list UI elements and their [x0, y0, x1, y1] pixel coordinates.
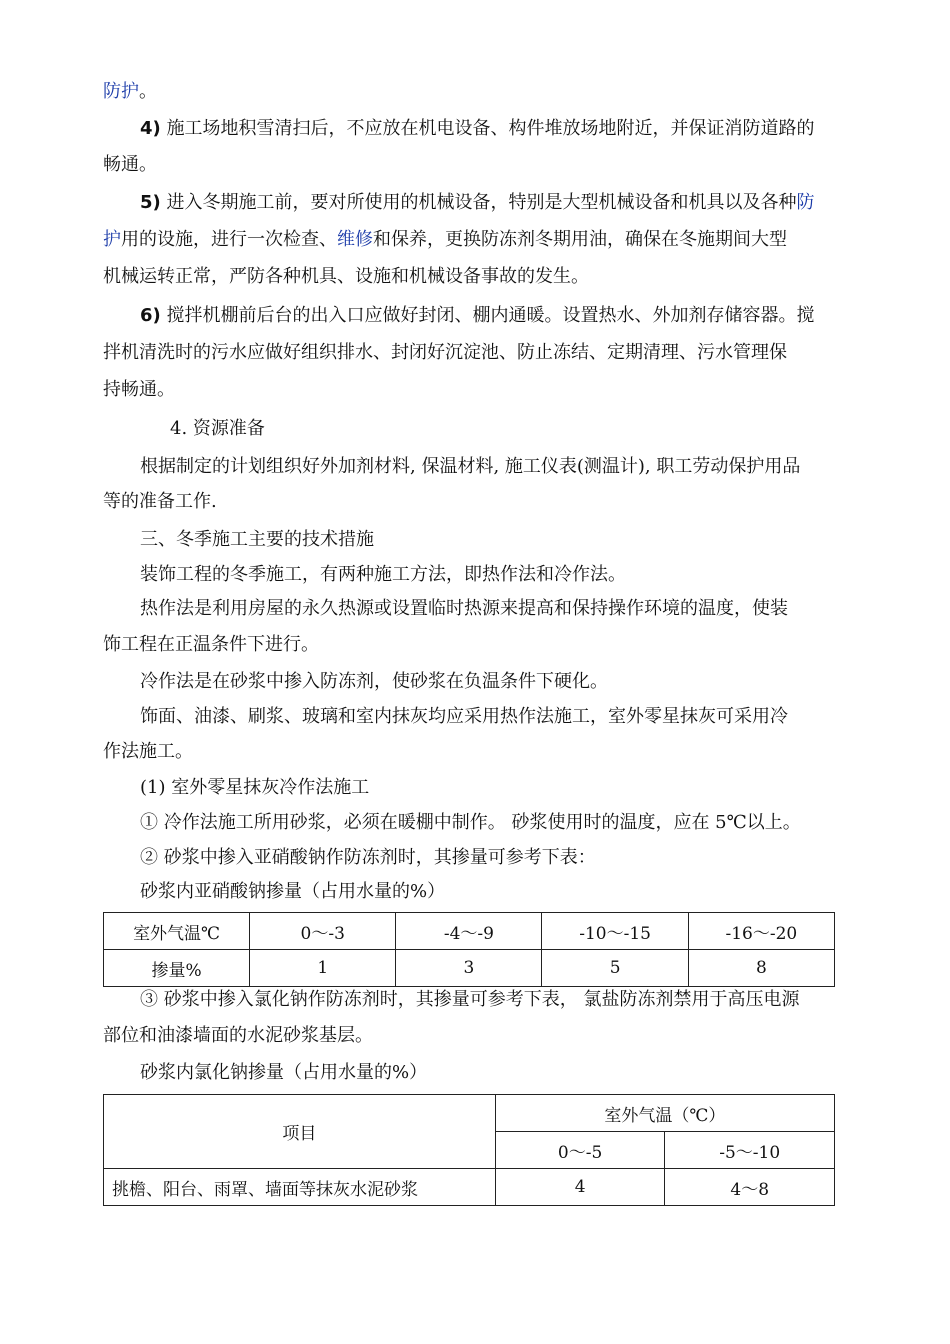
table-cell: 0～-3	[250, 913, 396, 950]
link-weixiu[interactable]: 维修	[337, 229, 373, 250]
table-cell: 室外气温℃	[104, 913, 250, 950]
section-heading: 4. 资源准备	[170, 418, 265, 439]
paragraph-line: 机械运转正常，严防各种机具、设施和机械设备事故的发生。	[103, 266, 589, 287]
paragraph-line: 防护。	[103, 81, 157, 102]
paragraph-line: 5) 进入冬期施工前，要对所使用的机械设备，特别是大型机械设备和机具以及各种防	[140, 192, 815, 213]
table-cell: -10～-15	[542, 913, 688, 950]
table-cell: 3	[396, 950, 542, 987]
paragraph-line: 冷作法是在砂浆中掺入防冻剂，使砂浆在负温条件下硬化。	[140, 671, 608, 692]
paragraph-line: 护用的设施，进行一次检查、维修和保养，更换防冻剂冬期用油，确保在冬施期间大型	[103, 229, 787, 250]
link-fanghu[interactable]: 防护	[103, 81, 139, 102]
table-cell: 4～8	[665, 1169, 835, 1206]
table-cell: 1	[250, 950, 396, 987]
sodium-chloride-table	[103, 1094, 835, 1206]
paragraph-line: ② 砂浆中掺入亚硝酸钠作防冻剂时，其掺量可参考下表：	[140, 847, 596, 868]
paragraph-line: 持畅通。	[103, 379, 175, 400]
item-number: 5)	[140, 192, 161, 213]
table-cell: -16～-20	[688, 913, 834, 950]
table-caption: 砂浆内氯化钠掺量（占用水量的%）	[140, 1062, 428, 1083]
paragraph-line: 饰面、油漆、刷浆、玻璃和室内抹灰均应采用热作法施工，室外零星抹灰可采用冷	[140, 706, 788, 727]
paragraph-line: 根据制定的计划组织好外加剂材料, 保温材料, 施工仪表(测温计), 职工劳动保护用品	[140, 456, 801, 477]
paragraph-line: 饰工程在正温条件下进行。	[103, 634, 319, 655]
link-hu[interactable]: 护	[103, 229, 121, 250]
paragraph-line: 畅通。	[103, 154, 157, 175]
table-row	[104, 1169, 835, 1206]
table-cell: 0～-5	[495, 1132, 665, 1169]
subsection-heading: (1) 室外零星抹灰冷作法施工	[140, 777, 370, 798]
item-number: 6)	[140, 305, 161, 326]
table-cell: 掺量%	[104, 950, 250, 987]
paragraph-line: 4) 施工场地积雪清扫后，不应放在机电设备、构件堆放场地附近，并保证消防道路的	[140, 118, 815, 139]
section-heading: 三、冬季施工主要的技术措施	[140, 529, 374, 550]
paragraph-line: 装饰工程的冬季施工，有两种施工方法，即热作法和冷作法。	[140, 564, 626, 585]
paragraph-line: 作法施工。	[103, 741, 193, 762]
paragraph-line: 拌机清洗时的污水应做好组织排水、封闭好沉淀池、防止冻结、定期清理、污水管理保	[103, 342, 787, 363]
paragraph-line: ③ 砂浆中掺入氯化钠作防冻剂时，其掺量可参考下表， 氯盐防冻剂禁用于高压电源	[140, 989, 800, 1010]
paragraph-line: 热作法是利用房屋的永久热源或设置临时热源来提高和保持操作环境的温度，使装	[140, 598, 788, 619]
paragraph-line: ① 冷作法施工所用砂浆，必须在暖棚中制作。 砂浆使用时的温度，应在 5℃以上。	[140, 812, 801, 833]
table-cell: -5～-10	[665, 1132, 835, 1169]
sodium-nitrite-table	[103, 912, 835, 987]
link-fang[interactable]: 防	[796, 192, 815, 213]
table-cell: 项目	[104, 1095, 496, 1169]
paragraph-line: 6) 搅拌机棚前后台的出入口应做好封闭、棚内通暖。设置热水、外加剂存储容器。搅	[140, 305, 815, 326]
table-cell: 室外气温（℃）	[495, 1095, 834, 1132]
table-cell: 5	[542, 950, 688, 987]
paragraph-line: 等的准备工作.	[103, 491, 217, 512]
item-number: 4)	[140, 118, 161, 139]
table-cell: 4	[495, 1169, 665, 1206]
paragraph-line: 部位和油漆墙面的水泥砂浆基层。	[103, 1025, 373, 1046]
table-row	[104, 950, 835, 987]
table-caption: 砂浆内亚硝酸钠掺量（占用水量的%）	[140, 881, 446, 902]
table-header-row	[104, 1095, 835, 1132]
table-header-row	[104, 913, 835, 950]
table-cell: 8	[688, 950, 834, 987]
table-cell: -4～-9	[396, 913, 542, 950]
table-cell: 挑檐、阳台、雨罩、墙面等抹灰水泥砂浆	[104, 1169, 496, 1206]
